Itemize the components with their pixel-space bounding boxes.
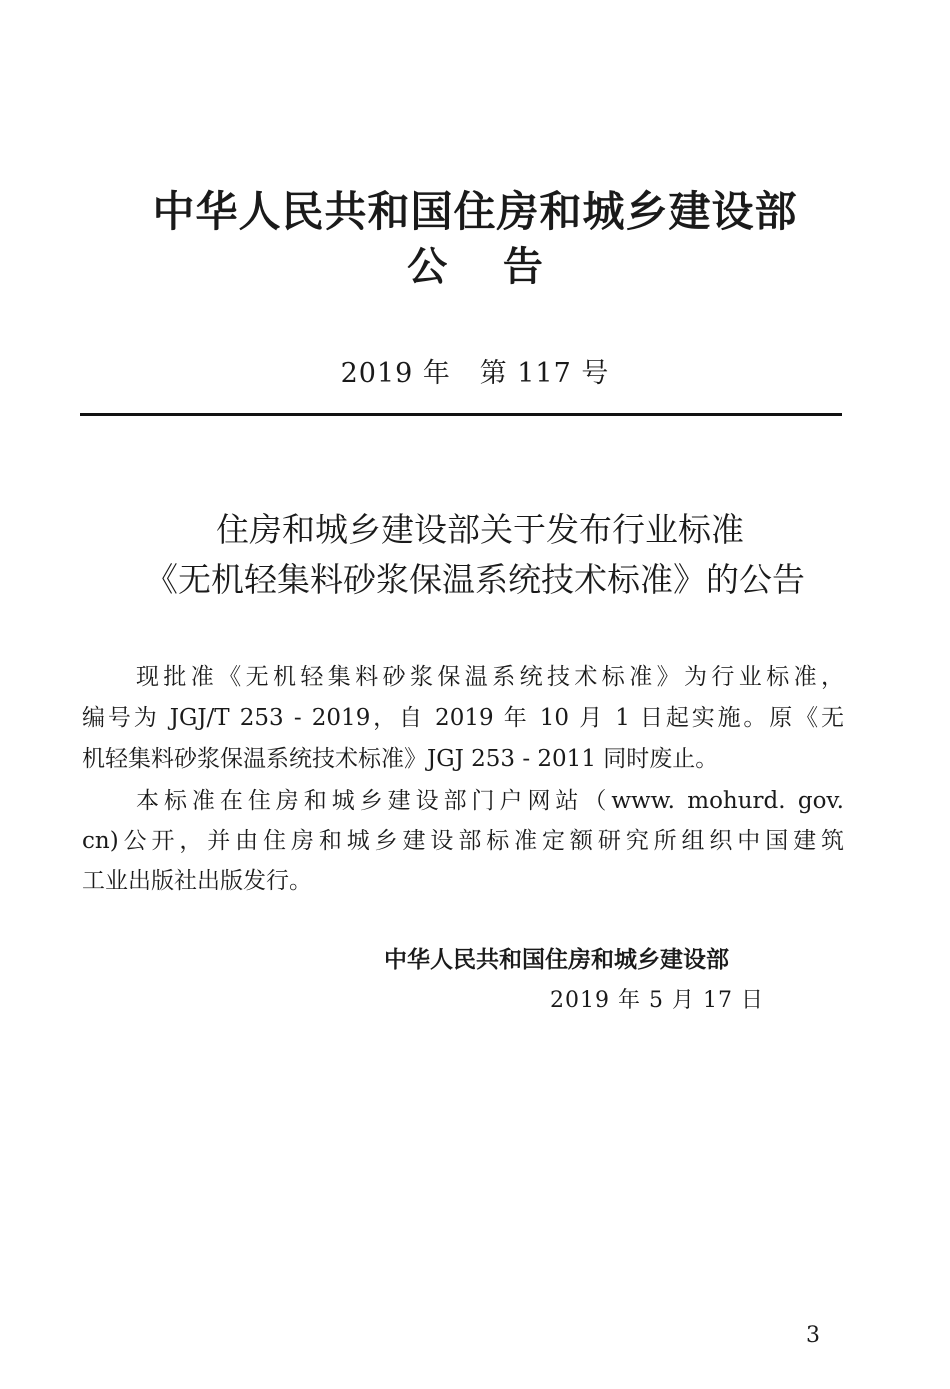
body-paragraph-2-line-3: 工业出版社出版发行。 (82, 868, 312, 894)
document-number: 2019 年 第 117 号 (340, 358, 610, 389)
announcement-title-line-2: 《无机轻集料砂浆保温系统技术标准》的公告 (145, 560, 805, 599)
issuer-heading: 中华人民共和国住房和城乡建设部 (152, 187, 798, 236)
body-paragraph-1-line-1: 现批准《无机轻集料砂浆保温系统技术标准》为行业标准， (136, 664, 844, 690)
body-paragraph-2-line-1: 本标准在住房和城乡建设部门户网站（www. mohurd. gov. (136, 788, 844, 814)
announcement-title-line-1: 住房和城乡建设部关于发布行业标准 (216, 510, 744, 549)
body-paragraph-1-line-2: 编号为 JGJ/T 253 - 2019，自 2019 年 10 月 1 日起实施。原《无 (82, 705, 844, 731)
signature-date: 2019 年 5 月 17 日 (550, 988, 764, 1013)
body-paragraph-1-line-3: 机轻集料砂浆保温系统技术标准》JGJ 253 - 2011 同时废止。 (82, 746, 719, 772)
body-paragraph-2-line-2: cn)公开，并由住房和城乡建设部标准定额研究所组织中国建筑 (82, 828, 844, 854)
page-number: 3 (806, 1323, 820, 1348)
header-divider (80, 413, 842, 416)
signature-organization: 中华人民共和国住房和城乡建设部 (384, 947, 729, 973)
document-type-heading: 公 告 (407, 244, 543, 290)
